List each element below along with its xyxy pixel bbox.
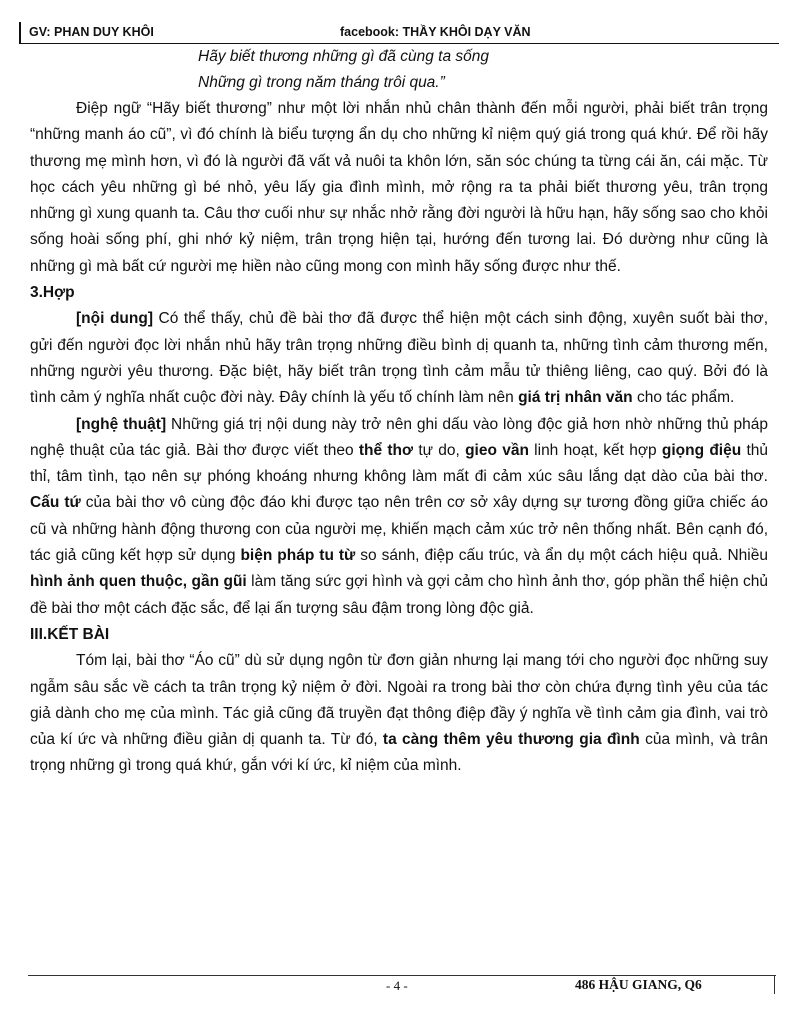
section-heading-ketbai: III.KẾT BÀI xyxy=(30,625,110,643)
header-divider xyxy=(19,22,21,44)
footer-address: 486 HẬU GIANG, Q6 xyxy=(575,977,702,992)
page-header xyxy=(19,22,779,44)
tag-art: [nghệ thuật] xyxy=(76,415,167,433)
document-body xyxy=(30,44,768,780)
paragraph-art: [nghệ thuật] Những giá trị nội dung này trở nên ghi dấu vào lòng độc giả hơn nhờ những thủ pháp nghệ thuật của tác giả. Bài thơ được viết theo thể thơ tự do, gieo vần linh hoạt, kết hợp giọng điệu thủ thỉ, tâm tình, tạo nên sự phóng khoáng nhưng không làm mất đi cảm xúc sâu lắng dạt dào của bài thơ. Cấu tứ của bài thơ vô cùng độc đáo khi được tạo nên trên cơ sở xây dựng sự tương đồng giữa chiếc áo cũ và những hành động thương con của người mẹ, khiến mạch cảm xúc trở nên thống nhất. Bên cạnh đó, tác giả cũng kết hợp sử dụng biện pháp tu từ so sánh, điệp cấu trúc, và ẩn dụ một cách hiệu quả. Nhiều hình ảnh quen thuộc, gần gũi làm tăng sức gợi hình và gợi cảm cho hình ảnh thơ, góp phần thể hiện chủ đề bài thơ một cách đặc sắc, để lại ấn tượng sâu đậm trong lòng độc giả. xyxy=(30,415,769,617)
header-teacher: GV: PHAN DUY KHÔI xyxy=(29,25,154,39)
poem-line: Những gì trong năm tháng trôi qua.” xyxy=(198,74,445,91)
footer-divider xyxy=(774,975,775,994)
tag-content: [nội dung] xyxy=(76,310,153,328)
header-facebook: facebook: THẦY KHÔI DẠY VĂN xyxy=(340,25,531,39)
poem-line: Hãy biết thương những gì đã cùng ta sống xyxy=(198,48,489,65)
paragraph-content: [nội dung] Có thể thấy, chủ đề bài thơ đã được thể hiện một cách sinh động, xuyên suốt bài thơ, gửi đến người đọc lời nhắn nhủ hãy trân trọng những điều bình dị quanh ta, những tình cảm thương mến, những người yêu thương. Đặc biệt, hãy biết trân trọng tình cảm mẫu tử thiêng liêng, cao quý. Bởi đó là tình cảm ý nghĩa nhất cuộc đời này. Đây chính là yếu tố chính làm nên giá trị nhân văn cho tác phẩm. xyxy=(30,310,768,407)
paragraph-conclusion: Tóm lại, bài thơ “Áo cũ” dù sử dụng ngôn từ đơn giản nhưng lại mang tới cho người đọc những suy ngẫm sâu sắc về cách ta trân trọng kỷ niệm ở đời. Ngoài ra trong bài thơ còn chứa đựng tình yêu của tác giả dành cho mẹ của mình. Tác giả cũng đã truyền đạt thông điệp đầy ý nghĩa về tình cảm gia đình, vai trò của kí ức và những điều giản dị quanh ta. Từ đó, ta càng thêm yêu thương gia đình của mình, và trân trọng những gì trong quá khứ, gắn với kí ức, kỉ niệm của mình. xyxy=(30,652,769,775)
footer-rule xyxy=(28,975,776,976)
page-number: - 4 - xyxy=(386,978,408,993)
poem-quote xyxy=(30,44,768,96)
section-heading-hop: 3.Hợp xyxy=(30,284,75,302)
paragraph-analysis: Điệp ngữ “Hãy biết thương” như một lời nhắn nhủ chân thành đến mỗi người, phải biết trân trọng “những manh áo cũ”, vì đó chính là biểu tượng ẩn dụ cho những kỉ niệm quý giá trong quá khứ. Để rồi hãy thương mẹ mình hơn, vì đó là người đã vất vả nuôi ta khôn lớn, săn sóc chúng ta từng cái ăn, cái mặc. Từ học cách yêu những gì bé nhỏ, yêu lấy gia đình mình, mở rộng ra ta phải biết thương yêu, trân trọng những gì xung quanh ta. Câu thơ cuối như sự nhắc nhở rằng đời người là hữu hạn, hãy sống sao cho khỏi sống hoài sống phí, ghi nhớ kỷ niệm, trân trọng hiện tại, hướng đến tương lai. Đó dường như cũng là những gì mà bất cứ người mẹ hiền nào cũng mong con mình hãy sống được như thế. xyxy=(30,100,768,275)
